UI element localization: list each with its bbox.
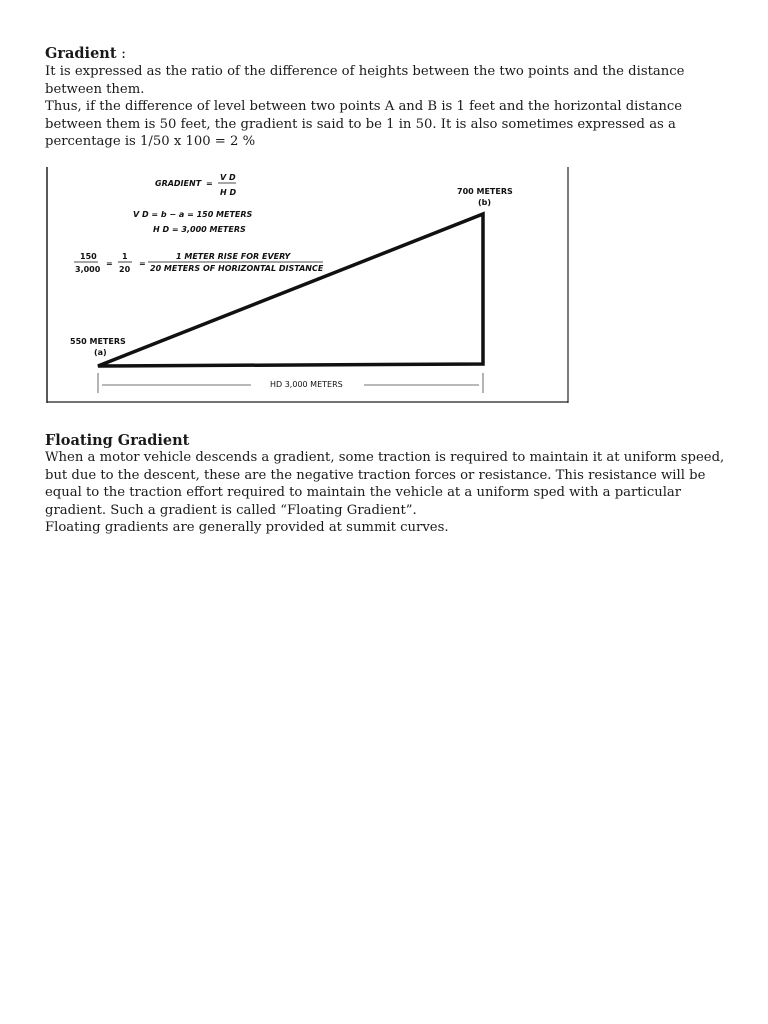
gradient-diagram [46, 167, 570, 403]
fraction1-numerator: 150 [80, 252, 97, 261]
formula-denominator: H D [220, 188, 237, 197]
point-a-height-label: 550 METERS [70, 337, 126, 346]
gradient-example: Thus, if the difference of level between two points A and B is 1 feet and the horizontal distance between them is 50 feet, the gradient is said to be 1 in 50. It is also sometimes expressed as a percentage is 1/50 x 100 = 2 % [45, 99, 683, 150]
gradient-definition: It is expressed as the ratio of the difference of heights between the two points and the distance between them. [45, 64, 685, 97]
gradient-heading [45, 45, 725, 63]
gradient-diagram-svg [46, 167, 570, 403]
fraction2-numerator: 1 [122, 252, 128, 261]
formula-label: GRADIENT [155, 179, 202, 188]
fraction1-denominator: 3,000 [75, 265, 101, 274]
point-b-tag: (b) [478, 198, 492, 207]
fraction2-denominator: 20 [119, 265, 131, 274]
gradient-section [45, 45, 725, 151]
formula-numerator: V D [220, 173, 236, 182]
slope-triangle [98, 214, 483, 366]
fraction-equals-1: = [106, 259, 113, 268]
floating-gradient-note: Floating gradients are generally provided at summit curves. [45, 520, 449, 536]
vd-calculation: V D = b − a = 150 METERS [133, 210, 253, 219]
gradient-heading-suffix: : [116, 46, 127, 62]
floating-gradient-section [45, 432, 725, 537]
point-a-tag: (a) [94, 348, 107, 357]
floating-gradient-heading: Floating Gradient [45, 432, 190, 449]
gradient-heading-text: Gradient [45, 45, 117, 62]
hd-dimension-label: HD 3,000 METERS [270, 380, 343, 389]
formula-equals: = [206, 179, 213, 188]
fraction3-numerator: 1 METER RISE FOR EVERY [176, 252, 291, 261]
fraction-equals-2: = [139, 259, 146, 268]
fraction3-denominator: 20 METERS OF HORIZONTAL DISTANCE [150, 264, 324, 273]
floating-gradient-definition: When a motor vehicle descends a gradient, some traction is required to maintain it at uniform speed, but due to the descent, these are the negative traction forces or resistance. This resistance will be equal to the traction effort required to maintain the vehicle at a uniform sped with a particular gradient. Such a gradient is called “Floating Gradient”. [45, 450, 725, 518]
hd-value: H D = 3,000 METERS [153, 225, 246, 234]
point-b-height-label: 700 METERS [457, 187, 513, 196]
